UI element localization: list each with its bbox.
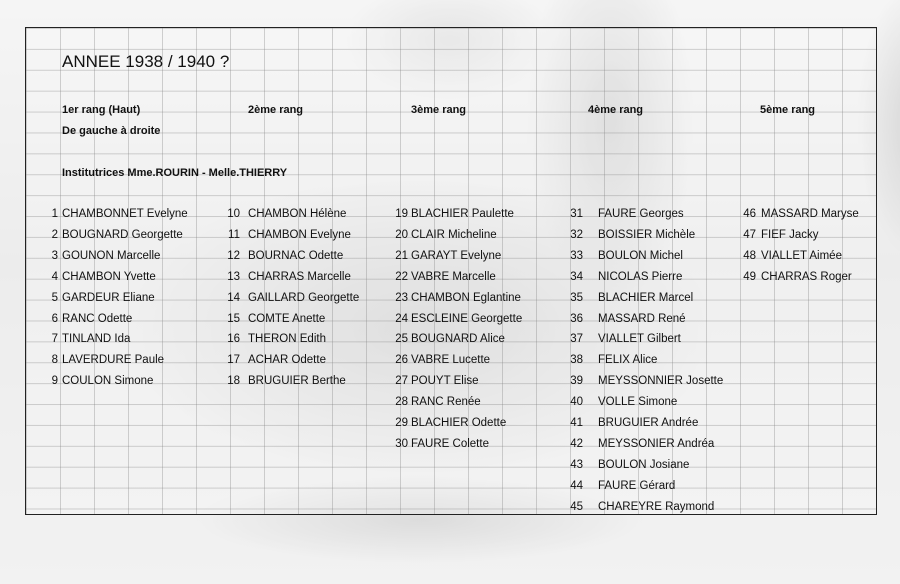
entry-name: CHAMBON Eglantine <box>411 291 521 304</box>
entry-number: 34 <box>570 270 583 283</box>
entry-number: 2 <box>51 228 58 241</box>
entry-number: 41 <box>570 417 583 429</box>
entry-number: 49 <box>743 270 756 283</box>
entry-number: 46 <box>743 208 756 220</box>
entry-name: BLACHIER Paulette <box>411 208 514 220</box>
entry-number: 37 <box>570 333 583 346</box>
entry-name: MASSARD René <box>598 312 686 325</box>
entry-name: MASSARD Maryse <box>761 208 859 220</box>
entry-number: 27 <box>395 375 408 388</box>
entry-number: 10 <box>227 208 240 220</box>
entry-number: 45 <box>570 500 583 513</box>
entry-number: 48 <box>743 249 756 262</box>
entry-name: ACHAR Odette <box>248 354 326 367</box>
entry-number: 17 <box>227 354 240 367</box>
entry-name: ESCLEINE Georgette <box>411 312 523 325</box>
entry-number: 32 <box>570 228 583 241</box>
entry-number: 47 <box>743 228 756 241</box>
entry-number: 22 <box>395 270 408 283</box>
entry-number: 26 <box>395 354 408 367</box>
entry-number: 31 <box>570 208 583 220</box>
entry-name: CHAMBON Yvette <box>62 270 156 283</box>
entry-number: 7 <box>51 333 58 346</box>
entry-number: 35 <box>570 291 583 304</box>
entry-name: BOUGNARD Alice <box>411 333 505 346</box>
entry-name: RANC Odette <box>62 312 133 325</box>
column-header-4: 4ème rang <box>588 104 644 116</box>
name-sheet <box>25 27 877 515</box>
entry-number: 21 <box>395 249 408 262</box>
entry-name: GARDEUR Eliane <box>62 291 155 304</box>
entry-number: 20 <box>395 228 408 241</box>
entry-name: CLAIR Micheline <box>411 228 497 241</box>
entry-name: BOISSIER Michèle <box>598 228 696 241</box>
entry-number: 3 <box>51 249 58 262</box>
entry-name: COULON Simone <box>62 375 154 388</box>
entry-name: BOURNAC Odette <box>248 249 344 262</box>
column-header-5: 5ème rang <box>760 104 816 116</box>
page-title: ANNEE 1938 / 1940 ? <box>62 52 230 71</box>
entry-number: 23 <box>395 291 408 304</box>
entry-number: 13 <box>227 270 240 283</box>
teachers-line: Institutrices Mme.ROURIN - Melle.THIERRY <box>62 167 288 179</box>
entry-name: THERON Edith <box>248 333 326 346</box>
entry-number: 33 <box>570 249 583 262</box>
entry-number: 43 <box>570 458 583 471</box>
entry-name: COMTE Anette <box>248 312 326 325</box>
entry-name: FAURE Colette <box>411 437 489 450</box>
entry-number: 24 <box>395 312 408 325</box>
entry-name: FELIX Alice <box>598 354 658 367</box>
entry-name: NICOLAS Pierre <box>598 270 683 283</box>
entry-name: POUYT Elise <box>411 375 479 388</box>
entry-name: TINLAND Ida <box>62 333 131 346</box>
entry-number: 28 <box>395 396 408 409</box>
entry-number: 30 <box>395 437 408 450</box>
entry-name: LAVERDURE Paule <box>62 354 165 367</box>
entry-name: VOLLE Simone <box>598 396 678 409</box>
entry-number: 18 <box>227 375 240 388</box>
entry-name: CHAMBON Hélène <box>248 208 347 220</box>
entry-name: CHAMBON Evelyne <box>248 228 351 241</box>
entry-name: BRUGUIER Berthe <box>248 375 346 388</box>
entry-name: BRUGUIER Andrée <box>598 417 699 429</box>
entry-name: GAILLARD Georgette <box>248 291 360 304</box>
entry-name: VABRE Marcelle <box>411 270 496 283</box>
entry-number: 6 <box>51 312 58 325</box>
entry-name: MEYSSONNIER Josette <box>598 375 724 388</box>
entry-name: BLACHIER Odette <box>411 417 507 429</box>
entry-number: 29 <box>395 417 408 429</box>
entry-name: FIEF Jacky <box>761 228 819 241</box>
entry-name: MEYSSONIER Andréa <box>598 437 715 450</box>
entry-name: VIALLET Aimée <box>761 249 842 262</box>
entry-number: 5 <box>51 291 58 304</box>
entry-number: 9 <box>51 375 58 388</box>
entry-number: 25 <box>395 333 408 346</box>
entry-name: CHAMBONNET Evelyne <box>62 208 188 220</box>
entry-name: BOUGNARD Georgette <box>62 228 183 241</box>
entry-number: 16 <box>227 333 240 346</box>
entry-name: FAURE Georges <box>598 208 684 220</box>
column-header-2: 2ème rang <box>248 104 304 116</box>
entry-name: BLACHIER Marcel <box>598 291 694 304</box>
entry-number: 19 <box>395 208 408 220</box>
entry-name: VABRE Lucette <box>411 354 491 367</box>
entry-name: CHAREYRE Raymond <box>598 500 715 513</box>
column-header-1: 1er rang (Haut) <box>62 104 141 116</box>
entry-number: 15 <box>227 312 240 325</box>
direction-note: De gauche à droite <box>62 125 161 137</box>
entry-name: FAURE Gérard <box>598 479 676 492</box>
entry-number: 1 <box>51 208 58 220</box>
entry-name: RANC Renée <box>411 396 481 409</box>
entry-number: 4 <box>51 270 58 283</box>
entry-number: 44 <box>570 479 583 492</box>
entry-name: CHARRAS Roger <box>761 270 852 283</box>
entry-number: 36 <box>570 312 583 325</box>
entry-name: VIALLET Gilbert <box>598 333 681 346</box>
entry-number: 40 <box>570 396 583 409</box>
column-header-3: 3ème rang <box>411 104 467 116</box>
entry-number: 12 <box>227 249 240 262</box>
entry-number: 8 <box>51 354 58 367</box>
entry-number: 39 <box>570 375 583 388</box>
entry-number: 42 <box>570 437 583 450</box>
entry-number: 11 <box>228 228 240 241</box>
entry-name: GOUNON Marcelle <box>62 249 161 262</box>
entry-name: CHARRAS Marcelle <box>248 270 351 283</box>
entry-number: 38 <box>570 354 583 367</box>
entry-name: BOULON Michel <box>598 249 683 262</box>
entry-number: 14 <box>227 291 240 304</box>
entry-name: BOULON Josiane <box>598 458 690 471</box>
entry-name: GARAYT Evelyne <box>411 249 502 262</box>
